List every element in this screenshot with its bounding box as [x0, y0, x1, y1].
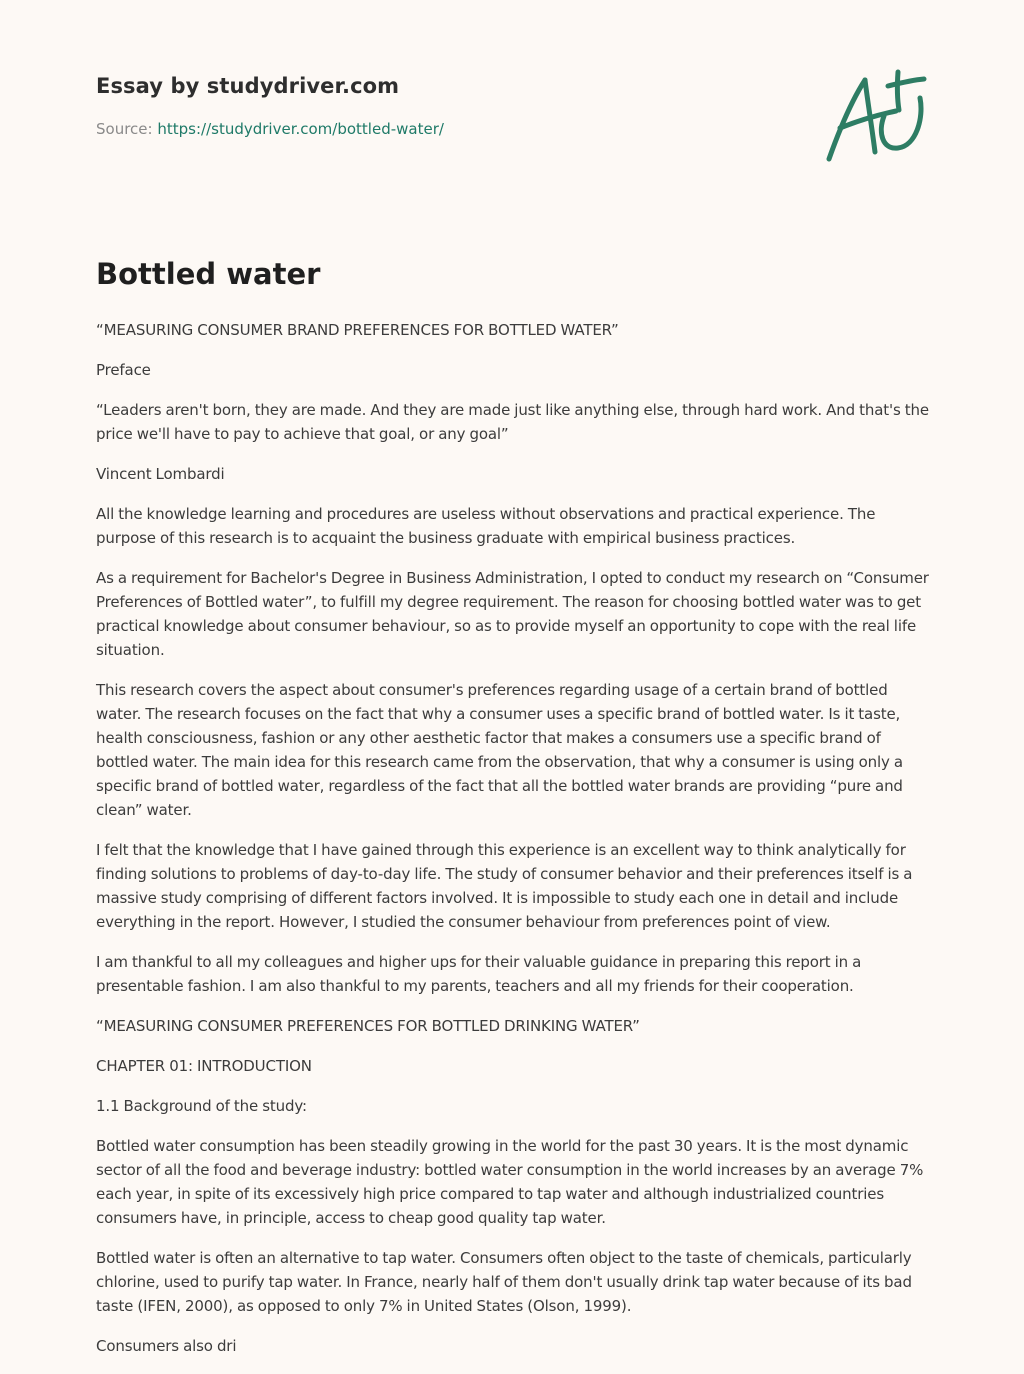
paragraph: All the knowledge learning and procedures are useless without observations and practical experience. The purpose of this research is to acquaint the business graduate with empirical business practices. [96, 505, 876, 547]
document-title: Bottled water [96, 257, 321, 291]
paragraph: Bottled water is often an alternative to tap water. Consumers often object to the taste of chemicals, particularly chlorine, used to purify tap water. In France, nearly half of them don't usually drink tap water because of its bad taste (IFEN, 2000), as opposed to only 7% in United States (Olson, 1999). [96, 1249, 912, 1315]
source-line [96, 120, 796, 138]
paragraph: Consumers also dri [96, 1337, 237, 1355]
paragraph: I am thankful to all my colleagues and higher ups for their valuable guidance in preparing this report in a presentable fashion. I am also thankful to my parents, teachers and all my friends for their cooperation. [96, 953, 862, 995]
source-label: Source: [96, 120, 153, 138]
essay-header [96, 74, 796, 138]
paragraph: “MEASURING CONSUMER PREFERENCES FOR BOTTLED DRINKING WATER” [96, 1017, 640, 1035]
paragraph: “MEASURING CONSUMER BRAND PREFERENCES FOR BOTTLED WATER” [96, 321, 619, 339]
source-link[interactable]: https://studydriver.com/bottled-water/ [157, 120, 444, 138]
logo-text [930, 66, 931, 67]
document-body [96, 252, 930, 1374]
site-title: Essay by studydriver.com [96, 74, 400, 98]
paragraph: “Leaders aren't born, they are made. And they are made just like anything else, through hard work. And that's the price we'll have to pay to achieve that goal, or any goal” [96, 401, 929, 443]
paragraph: Vincent Lombardi [96, 465, 225, 483]
paragraph: This research covers the aspect about consumer's preferences regarding usage of a certain brand of bottled water. The research focuses on the fact that why a consumer uses a specific brand of bottled water. Is it taste, health consciousness, fashion or any other aesthetic factor that makes a consumers use a specific brand of bottled water. The main idea for this research came from the observation, that why a consumer is using only a specific brand of bottled water, regardless of the fact that all the bottled water brands are providing “pure and clean” water. [96, 681, 903, 819]
paragraph: I felt that the knowledge that I have gained through this experience is an excellent way to think analytically for finding solutions to problems of day-to-day life. The study of consumer behavior and their preferences itself is a massive study comprising of different factors involved. It is impossible to study each one in detail and include everything in the report. However, I studied the consumer behaviour from preferences point of view. [96, 841, 913, 931]
paragraph: Preface [96, 361, 151, 379]
paragraph: 1.1 Background of the study: [96, 1097, 307, 1115]
paragraph: As a requirement for Bachelor's Degree in Business Administration, I opted to conduct my research on “Consumer Preferences of Bottled water”, to fulfill my degree requirement. The reason for choosing bottled water was to get practical knowledge about consumer behaviour, so as to provide myself an opportunity to cope with the real life situation. [96, 569, 929, 659]
a-plus-logo-icon [818, 66, 930, 166]
paragraph: CHAPTER 01: INTRODUCTION [96, 1057, 312, 1075]
paragraph: Bottled water consumption has been steadily growing in the world for the past 30 years. It is the most dynamic sector of all the food and beverage industry: bottled water consumption in the world increases by an average 7% each year, in spite of its excessively high price compared to tap water and although industrialized countries consumers have, in principle, access to cheap good quality tap water. [96, 1137, 924, 1227]
